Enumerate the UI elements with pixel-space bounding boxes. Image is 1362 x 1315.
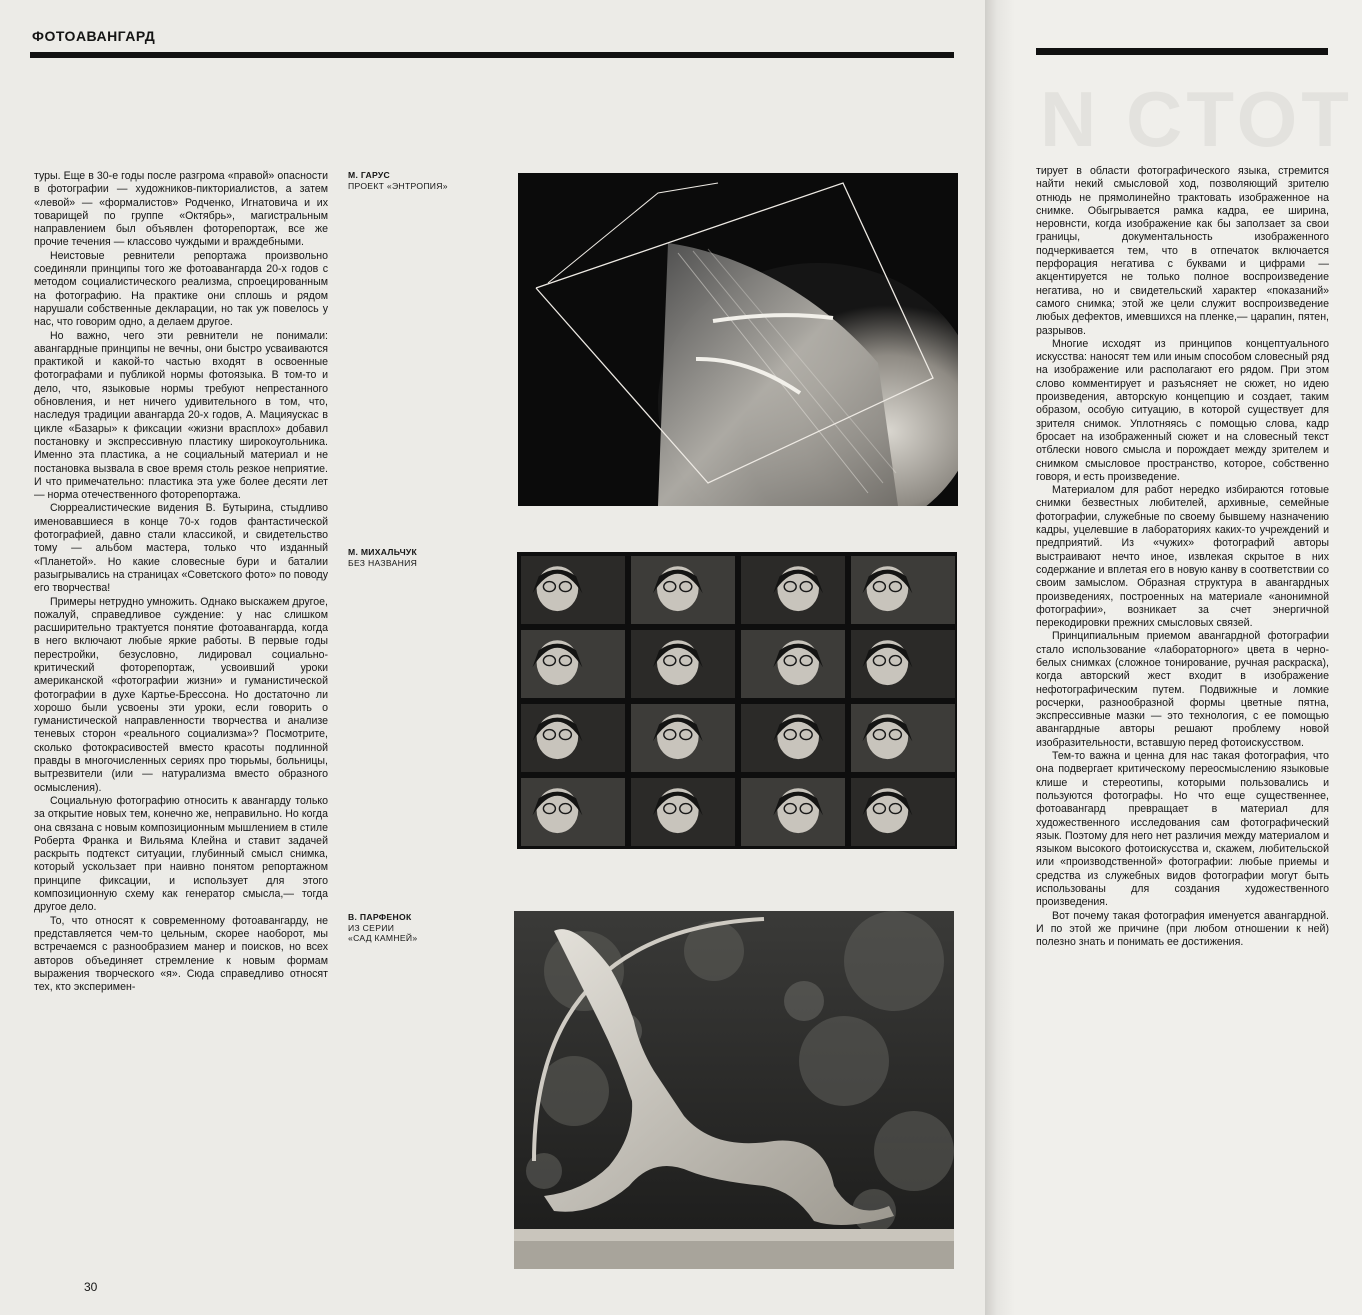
contact-frame <box>521 704 625 772</box>
paragraph: Неистовые ревнители репортажа произвольно соединяли принципы того же фотоавангарда 20-х годов с методом социалистического реализма, спроецированным на фотографию. На практике они сплошь и рядом нарушали собственные декларации, но так уж повелось у нас, что говорим одно, а делаем другое. <box>34 249 328 329</box>
contact-frame <box>631 778 735 846</box>
stone-garden-sculpture <box>514 911 954 1269</box>
caption-title: ИЗ СЕРИИ <box>348 922 395 933</box>
left-text-column <box>34 170 328 994</box>
contact-sheet <box>517 552 957 849</box>
entropy-photo <box>518 173 958 506</box>
contact-frame <box>851 630 955 698</box>
contact-frame <box>521 778 625 846</box>
paragraph: Тем-то важна и ценна для нас такая фотография, что она подвергает критическому переосмыслению языковые клише и стереотипы, которыми пользовались и пользуются фотографы. Но что еще существеннее, фотоавангард превращает в материал для художественного исследования сам фотографический язык. Поэтому для него нет различия между материалом и языком высокого фотоискусства и, скажем, любительской или «производственной» фотографии: любые приемы и средства из служебных видов фотографии могут быть использованы для создания художественного произведения. <box>1036 750 1329 909</box>
header-rule-left <box>30 52 954 58</box>
contact-frame <box>851 556 955 624</box>
caption-title: ПРОЕКТ «ЭНТРОПИЯ» <box>348 180 448 191</box>
paragraph: Но важно, чего эти ревнители не понимали: авангардные принципы не вечны, они быстро усваиваются практикой и какой-то частью входят в освоенные фотографами и публикой нормы фотоязыка. В том-то и дело, что, языковые нормы требуют непрестанного обновления, и нет ничего удивительного в том, что, наследуя традиции авангарда 20-х годов, А. Мацияускас в цикле «Базары» к фиксации «жизни врасплох» добавил постановку и экспрессивную пластику широкоугольника. Именно эта пластика, а не социальный материал и не постановка вызвала в свое время столь резкое неприятие. И что примечательно: пластика эта уже более десяти лет — норма отечественного фоторепортажа. <box>34 329 328 502</box>
contact-frame <box>851 704 955 772</box>
contact-frame <box>521 630 625 698</box>
contact-frame <box>631 630 735 698</box>
contact-frame <box>631 704 735 772</box>
paragraph: Социальную фотографию относить к авангарду только за открытие новых тем, конечно же, неправильно. Но когда она связана с новым композиционным мышлением в стиле Роберта Франка и Вильяма Клейна и ставит задачей раскрыть подтекст ситуации, глубинный смысл снимка, который ускользает при наивно понятом репортажном принципе фиксации, и использует для этого композиционную схему как генератор смысла,— тогда другое дело. <box>34 794 328 914</box>
paragraph: Материалом для работ нередко избираются готовые снимки безвестных любителей, архивные, семейные фотографии, служебные по своему бывшему назначению кадры, уцелевшие в лабораториях каких-то учреждений и предприятий. Из «чужих» фотографий авторы выстраивают нечто иное, извлекая скрытое в них содержание и вплетая его в новую канву в соответствии со своим замыслом. Образная структура в авангардных произведениях, построенных на материале «анонимной фотографии», возникает за счет энергичной перекодировки прежних смысловых связей. <box>1036 484 1329 630</box>
caption-title: «САД КАМНЕЙ» <box>348 933 418 943</box>
paragraph: Примеры нетрудно умножить. Однако выскажем другое, пожалуй, справедливое суждение: у нас слишком расширительно трактуется понятие фотоавангарда, когда в него включают любые яркие работы. В первые годы перестройки, безусловно, лидировал социально-критический фоторепортаж, усвоивший уроки американской «фотографии жизни» и гуманистической фотографии в духе Картье-Брессона. Но достаточно ли хорошо были усвоены эти уроки, если говорить о гуманистической направленности творчества и анализе теневых сторон «реального социализма»? Посмотрите, сколько фотокрасивостей вместо красоты подлинной правды в многочисленных сериях про тюрьмы, больницы, вытрезвители (или — натурализма вместо образного осмысления). <box>34 595 328 794</box>
contact-frame <box>741 556 845 624</box>
paragraph: То, что относят к современному фотоавангарду, не представляется чем-то цельным, скорее наоборот, мы встречаемся с разнообразием манер и поисков, но всех авторов объединяет стремление к новым формам выражения творческого «я». Сюда справедливо относят тех, кто эксперимен- <box>34 914 328 994</box>
contact-frame <box>741 778 845 846</box>
paragraph: Вот почему такая фотография именуется авангардной. И по этой же причине (при любом отношении к ней) полезно знать и понимать ее достижения. <box>1036 909 1329 949</box>
photo-caption-2 <box>348 547 417 568</box>
paragraph: тирует в области фотографического языка, стремится найти некий смысловой ход, позволяющий зрителю отнюдь не прямолинейно трактовать изображенное на снимке. Обыгрывается рамка кадра, ее ширина, неровнсти, когда изображение как бы заползает за свои границы, документальность изображенного подчеркивается тем, что в отпечаток включается перфорация негатива с буквами и цифрами — акцентируется не только полное воспроизведение негатива, но и свидетельский характер «показаний» самого снимка; этой же цели служит воспроизведение любых дефектов, имевшихся на пленке,— царапин, пятен, разрывов. <box>1036 165 1329 337</box>
paragraph: Многие исходят из принципов концептуального искусства: наносят тем или иным способом словесный ряд на изображение или располагают его рядом. При этом слово комментирует и разъясняет не сюжет, но идею произведения, авторскую концепцию и создает, таким образом, особую ситуацию, в которой существует для зрителя снимок. Уплотняясь с помощью слова, кадр бросает на изображенный сюжет и на словесный текст отблески нового смысла и порождает между зрителем и снимком смысловое пространство, которое, собственно говоря, и есть произведение. <box>1036 337 1329 483</box>
caption-author: М. ГАРУС <box>348 170 391 180</box>
show-through-lettering: N CTOT <box>1040 75 1353 163</box>
photo-caption-3 <box>348 912 417 944</box>
caption-title: БЕЗ НАЗВАНИЯ <box>348 557 418 568</box>
page-gutter <box>985 0 1015 1315</box>
contact-frame <box>741 630 845 698</box>
contact-frame <box>631 556 735 624</box>
page-number: 30 <box>84 1280 98 1294</box>
caption-author: В. ПАРФЕНОК <box>348 912 412 922</box>
section-title-rest: АВАНГАРД <box>75 28 156 44</box>
caption-author: М. МИХАЛЬЧУК <box>348 547 418 557</box>
header-rule-right <box>1036 48 1328 55</box>
paragraph: Принципиальным приемом авангардной фотографии стало использование «лабораторного» цвета в черно-белых снимках (сложное тонирование, ручная раскраска), когда авторский жест входит в изображение нефотографическим путем. Подвижные и ломкие росчерки, разнообразной формы цветные пятна, экспрессивные мазки — это технология, с ее помощью авангардные авторы решают проблему новой изобразительности, вставшую перед фотоискусством. <box>1036 630 1329 749</box>
right-text-column <box>1036 165 1329 950</box>
section-title <box>32 28 155 44</box>
contact-frame <box>521 556 625 624</box>
contact-frame <box>851 778 955 846</box>
paragraph: туры. Еще в 30-е годы после разгрома «правой» опасности в фотографии — художников-пикториалистов, а затем «левой» — «формалистов» Родченко, Игнатовича и их товарищей по группе «Октябрь», магистральным направлением был объявлен фоторепортаж, все же прочие течения — классово чуждыми и враждебными. <box>34 170 328 249</box>
paragraph: Сюрреалистические видения В. Бутырина, стыдливо именовавшиеся в конце 70-х годов фантастической фотографией, давно стали классикой, и свидетельство тому — альбом мастера, только что изданный «Планетой». Но какие словесные бури и баталии разыгрывались на страницах «Советского фото» по поводу его творчества! <box>34 502 328 595</box>
photo-caption-1 <box>348 170 448 191</box>
contact-frame <box>741 704 845 772</box>
section-title-lead: ФОТО <box>32 28 76 44</box>
